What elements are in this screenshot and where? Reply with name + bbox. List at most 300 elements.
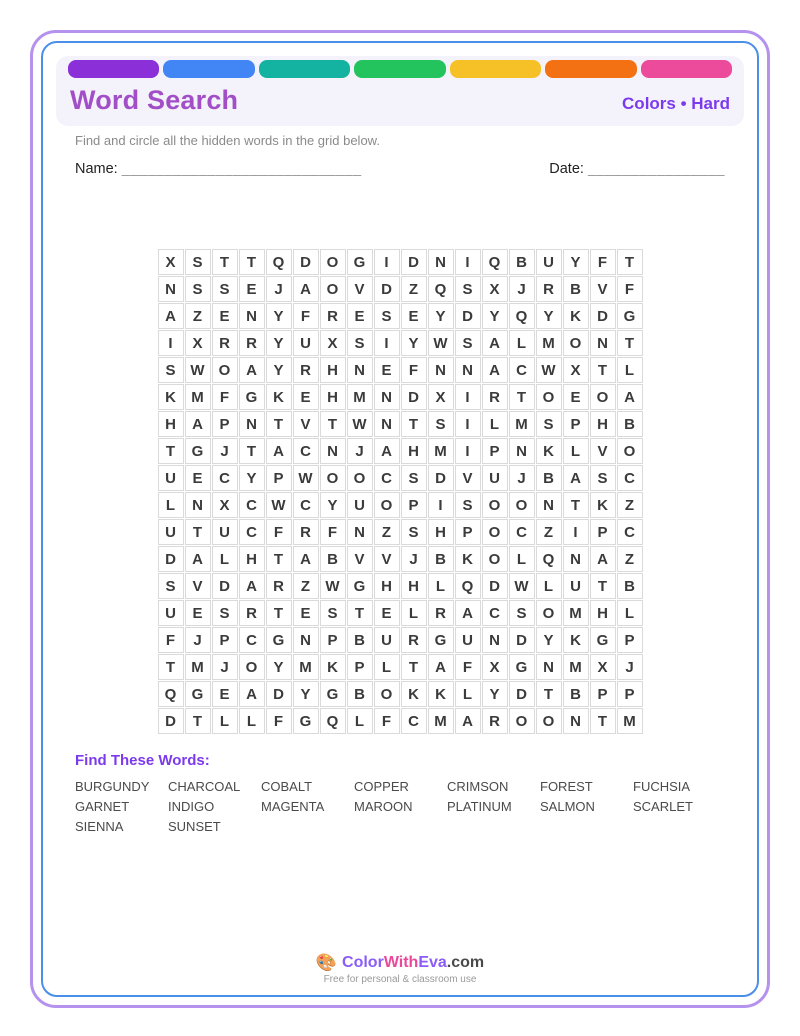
grid-cell: M xyxy=(347,384,373,410)
grid-cell: H xyxy=(374,573,400,599)
grid-cell: A xyxy=(158,303,184,329)
grid-cell: T xyxy=(239,249,265,275)
grid-cell: U xyxy=(536,249,562,275)
grid-cell: U xyxy=(563,573,589,599)
grid-cell: U xyxy=(374,627,400,653)
word-item: MAROON xyxy=(354,799,413,814)
grid-cell: D xyxy=(401,384,427,410)
grid-cell: K xyxy=(590,492,616,518)
grid-cell: G xyxy=(347,249,373,275)
grid-cell: S xyxy=(212,276,238,302)
grid-cell: R xyxy=(482,708,508,734)
grid-cell: T xyxy=(239,438,265,464)
grid-cell: V xyxy=(185,573,211,599)
word-search-grid xyxy=(158,249,643,734)
grid-cell: M xyxy=(428,708,454,734)
grid-cell: N xyxy=(185,492,211,518)
grid-cell: I xyxy=(455,249,481,275)
grid-cell: E xyxy=(212,681,238,707)
grid-cell: R xyxy=(536,276,562,302)
grid-cell: A xyxy=(293,546,319,572)
grid-cell: T xyxy=(401,411,427,437)
grid-cell: P xyxy=(617,627,643,653)
grid-cell: D xyxy=(266,681,292,707)
grid-cell: O xyxy=(320,276,346,302)
grid-cell: C xyxy=(482,600,508,626)
grid-cell: K xyxy=(320,654,346,680)
grid-cell: K xyxy=(428,681,454,707)
grid-cell: O xyxy=(374,681,400,707)
grid-cell: Z xyxy=(617,492,643,518)
grid-cell: F xyxy=(266,519,292,545)
grid-cell: U xyxy=(158,600,184,626)
footer-logo-part: Color xyxy=(342,954,384,971)
grid-cell: B xyxy=(428,546,454,572)
grid-cell: C xyxy=(374,465,400,491)
grid-cell: T xyxy=(347,600,373,626)
name-label: Name: xyxy=(75,161,118,177)
grid-cell: N xyxy=(293,627,319,653)
grid-cell: I xyxy=(455,411,481,437)
grid-cell: F xyxy=(320,519,346,545)
grid-cell: P xyxy=(590,519,616,545)
grid-cell: X xyxy=(185,330,211,356)
grid-cell: T xyxy=(617,249,643,275)
grid-cell: W xyxy=(320,573,346,599)
grid-cell: Y xyxy=(266,303,292,329)
grid-cell: O xyxy=(536,384,562,410)
grid-cell: L xyxy=(536,573,562,599)
footer-logo-part: With xyxy=(383,954,419,971)
grid-cell: E xyxy=(293,600,319,626)
grid-cell: J xyxy=(212,438,238,464)
grid-cell: D xyxy=(293,249,319,275)
grid-cell: O xyxy=(536,600,562,626)
grid-cell: H xyxy=(590,600,616,626)
grid-cell: T xyxy=(185,519,211,545)
grid-cell: G xyxy=(266,627,292,653)
grid-cell: D xyxy=(509,681,535,707)
grid-cell: C xyxy=(239,627,265,653)
grid-cell: A xyxy=(185,411,211,437)
grid-cell: P xyxy=(401,492,427,518)
grid-cell: C xyxy=(509,357,535,383)
grid-cell: D xyxy=(158,546,184,572)
grid-cell: M xyxy=(536,330,562,356)
grid-cell: X xyxy=(158,249,184,275)
header-panel xyxy=(56,56,744,126)
grid-cell: T xyxy=(185,708,211,734)
grid-cell: C xyxy=(239,492,265,518)
grid-cell: I xyxy=(158,330,184,356)
grid-cell: H xyxy=(158,411,184,437)
grid-cell: H xyxy=(320,357,346,383)
grid-cell: L xyxy=(617,357,643,383)
grid-cell: O xyxy=(482,546,508,572)
grid-cell: G xyxy=(239,384,265,410)
grid-cell: J xyxy=(509,276,535,302)
grid-cell: A xyxy=(455,708,481,734)
grid-cell: X xyxy=(212,492,238,518)
grid-cell: A xyxy=(455,600,481,626)
grid-cell: G xyxy=(617,303,643,329)
grid-cell: Y xyxy=(320,492,346,518)
grid-cell: D xyxy=(482,573,508,599)
grid-cell: F xyxy=(212,384,238,410)
grid-cell: T xyxy=(266,411,292,437)
grid-cell: A xyxy=(590,546,616,572)
grid-cell: S xyxy=(185,249,211,275)
color-pill xyxy=(641,60,732,78)
grid-cell: T xyxy=(590,708,616,734)
grid-cell: R xyxy=(482,384,508,410)
grid-cell: Z xyxy=(293,573,319,599)
grid-cell: S xyxy=(455,330,481,356)
color-pill xyxy=(259,60,350,78)
grid-cell: T xyxy=(212,249,238,275)
grid-cell: S xyxy=(212,600,238,626)
grid-cell: A xyxy=(617,384,643,410)
grid-cell: V xyxy=(347,546,373,572)
grid-cell: Y xyxy=(482,681,508,707)
grid-cell: T xyxy=(266,546,292,572)
grid-cell: X xyxy=(590,654,616,680)
grid-cell: I xyxy=(374,330,400,356)
word-item: GARNET xyxy=(75,799,130,814)
grid-cell: Q xyxy=(536,546,562,572)
grid-cell: R xyxy=(212,330,238,356)
grid-cell: P xyxy=(212,627,238,653)
color-pill xyxy=(450,60,541,78)
grid-cell: L xyxy=(401,600,427,626)
grid-cell: G xyxy=(509,654,535,680)
grid-cell: M xyxy=(428,438,454,464)
grid-cell: O xyxy=(239,654,265,680)
grid-cell: Z xyxy=(401,276,427,302)
grid-cell: Y xyxy=(401,330,427,356)
grid-cell: O xyxy=(509,708,535,734)
grid-cell: N xyxy=(455,357,481,383)
grid-cell: Y xyxy=(563,249,589,275)
date-field xyxy=(549,161,725,177)
footer-logo xyxy=(316,953,484,973)
words-heading: Find These Words: xyxy=(75,752,210,769)
page-title: Word Search xyxy=(70,85,239,115)
grid-cell: D xyxy=(455,303,481,329)
grid-cell: A xyxy=(482,357,508,383)
grid-cell: X xyxy=(428,384,454,410)
grid-cell: L xyxy=(509,330,535,356)
grid-wrap xyxy=(56,249,744,734)
word-item: FUCHSIA xyxy=(633,779,691,794)
grid-cell: M xyxy=(563,654,589,680)
grid-cell: I xyxy=(455,384,481,410)
grid-cell: J xyxy=(266,276,292,302)
grid-cell: E xyxy=(185,600,211,626)
grid-cell: Z xyxy=(536,519,562,545)
grid-cell: R xyxy=(239,330,265,356)
grid-cell: F xyxy=(158,627,184,653)
grid-cell: V xyxy=(293,411,319,437)
grid-cell: Q xyxy=(266,249,292,275)
footer-logo-text xyxy=(342,954,484,972)
grid-cell: S xyxy=(536,411,562,437)
grid-cell: T xyxy=(401,654,427,680)
grid-cell: A xyxy=(428,654,454,680)
grid-cell: H xyxy=(590,411,616,437)
grid-cell: C xyxy=(509,519,535,545)
pills-row xyxy=(68,60,732,78)
grid-cell: L xyxy=(482,411,508,437)
grid-cell: M xyxy=(563,600,589,626)
grid-cell: D xyxy=(212,573,238,599)
grid-cell: D xyxy=(509,627,535,653)
grid-cell: Y xyxy=(428,303,454,329)
grid-cell: R xyxy=(266,573,292,599)
grid-cell: Y xyxy=(536,627,562,653)
grid-cell: K xyxy=(401,681,427,707)
grid-cell: G xyxy=(185,438,211,464)
grid-cell: X xyxy=(482,654,508,680)
grid-cell: V xyxy=(590,438,616,464)
grid-cell: J xyxy=(185,627,211,653)
grid-cell: A xyxy=(239,357,265,383)
grid-cell: I xyxy=(455,438,481,464)
grid-cell: Y xyxy=(239,465,265,491)
grid-cell: X xyxy=(320,330,346,356)
grid-cell: O xyxy=(563,330,589,356)
grid-cell: K xyxy=(536,438,562,464)
grid-cell: P xyxy=(455,519,481,545)
grid-cell: Z xyxy=(374,519,400,545)
grid-cell: A xyxy=(374,438,400,464)
grid-cell: F xyxy=(374,708,400,734)
grid-cell: A xyxy=(482,330,508,356)
grid-cell: Y xyxy=(266,654,292,680)
grid-cell: W xyxy=(293,465,319,491)
name-blank-line: ____________________________ xyxy=(121,161,362,177)
grid-cell: A xyxy=(239,681,265,707)
grid-cell: Q xyxy=(428,276,454,302)
grid-cell: S xyxy=(401,519,427,545)
grid-cell: M xyxy=(293,654,319,680)
grid-cell: J xyxy=(509,465,535,491)
grid-cell: Q xyxy=(158,681,184,707)
grid-cell: Y xyxy=(482,303,508,329)
word-item: COPPER xyxy=(354,779,409,794)
grid-cell: N xyxy=(509,438,535,464)
grid-cell: N xyxy=(536,654,562,680)
title-row xyxy=(68,85,732,116)
grid-cell: O xyxy=(212,357,238,383)
grid-cell: N xyxy=(428,357,454,383)
grid-cell: N xyxy=(320,438,346,464)
grid-cell: G xyxy=(293,708,319,734)
grid-cell: R xyxy=(320,303,346,329)
grid-cell: L xyxy=(347,708,373,734)
grid-cell: L xyxy=(428,573,454,599)
instructions-text: Find and circle all the hidden words in the grid below. xyxy=(75,133,380,148)
grid-cell: L xyxy=(239,708,265,734)
word-item: COBALT xyxy=(261,779,313,794)
grid-cell: B xyxy=(320,546,346,572)
grid-cell: I xyxy=(428,492,454,518)
grid-cell: E xyxy=(374,600,400,626)
grid-cell: N xyxy=(536,492,562,518)
grid-cell: S xyxy=(185,276,211,302)
grid-cell: K xyxy=(455,546,481,572)
grid-cell: D xyxy=(158,708,184,734)
grid-cell: S xyxy=(347,330,373,356)
grid-cell: P xyxy=(482,438,508,464)
grid-cell: R xyxy=(401,627,427,653)
grid-cell: J xyxy=(401,546,427,572)
grid-cell: F xyxy=(266,708,292,734)
date-blank-line: ________________ xyxy=(587,161,725,177)
grid-cell: L xyxy=(212,546,238,572)
grid-cell: P xyxy=(347,654,373,680)
grid-cell: K xyxy=(266,384,292,410)
grid-cell: T xyxy=(266,600,292,626)
grid-cell: N xyxy=(158,276,184,302)
grid-cell: E xyxy=(347,303,373,329)
grid-cell: M xyxy=(617,708,643,734)
grid-cell: G xyxy=(185,681,211,707)
grid-cell: Q xyxy=(509,303,535,329)
grid-cell: N xyxy=(239,303,265,329)
grid-cell: O xyxy=(374,492,400,518)
grid-cell: H xyxy=(239,546,265,572)
grid-cell: P xyxy=(563,411,589,437)
grid-cell: W xyxy=(347,411,373,437)
grid-cell: X xyxy=(563,357,589,383)
grid-cell: L xyxy=(212,708,238,734)
grid-cell: N xyxy=(347,357,373,383)
grid-cell: N xyxy=(482,627,508,653)
grid-cell: M xyxy=(509,411,535,437)
grid-cell: B xyxy=(347,681,373,707)
grid-cell: Z xyxy=(617,546,643,572)
grid-cell: A xyxy=(293,276,319,302)
grid-cell: N xyxy=(563,708,589,734)
grid-cell: K xyxy=(563,627,589,653)
grid-cell: S xyxy=(428,411,454,437)
word-item: CRIMSON xyxy=(447,779,509,794)
footer-logo-part: Eva xyxy=(418,954,447,971)
grid-cell: F xyxy=(455,654,481,680)
grid-cell: T xyxy=(617,330,643,356)
grid-cell: L xyxy=(509,546,535,572)
grid-cell: L xyxy=(617,600,643,626)
grid-cell: M xyxy=(185,384,211,410)
grid-cell: S xyxy=(590,465,616,491)
grid-cell: B xyxy=(563,681,589,707)
grid-cell: E xyxy=(401,303,427,329)
grid-cell: U xyxy=(482,465,508,491)
grid-cell: O xyxy=(590,384,616,410)
grid-cell: S xyxy=(509,600,535,626)
grid-cell: W xyxy=(266,492,292,518)
grid-cell: T xyxy=(320,411,346,437)
footer-tagline: Free for personal & classroom use xyxy=(323,974,477,985)
grid-cell: C xyxy=(212,465,238,491)
grid-cell: A xyxy=(563,465,589,491)
grid-cell: T xyxy=(158,438,184,464)
word-item: FOREST xyxy=(540,779,593,794)
date-label: Date: xyxy=(549,161,584,177)
grid-cell: N xyxy=(428,249,454,275)
grid-cell: U xyxy=(158,465,184,491)
grid-cell: K xyxy=(158,384,184,410)
grid-cell: D xyxy=(374,276,400,302)
name-field xyxy=(75,161,362,177)
word-item: BURGUNDY xyxy=(75,779,150,794)
grid-cell: C xyxy=(239,519,265,545)
grid-cell: S xyxy=(158,573,184,599)
grid-cell: Y xyxy=(536,303,562,329)
grid-cell: M xyxy=(185,654,211,680)
grid-cell: E xyxy=(212,303,238,329)
grid-cell: B xyxy=(617,573,643,599)
grid-cell: R xyxy=(293,519,319,545)
grid-cell: B xyxy=(617,411,643,437)
grid-cell: Y xyxy=(293,681,319,707)
worksheet-inner-frame xyxy=(41,41,759,997)
grid-cell: E xyxy=(239,276,265,302)
grid-cell: S xyxy=(401,465,427,491)
grid-cell: O xyxy=(536,708,562,734)
grid-cell: J xyxy=(212,654,238,680)
grid-cell: N xyxy=(374,411,400,437)
grid-cell: I xyxy=(374,249,400,275)
grid-cell: N xyxy=(590,330,616,356)
footer xyxy=(43,953,757,985)
word-item: MAGENTA xyxy=(261,799,325,814)
grid-cell: O xyxy=(347,465,373,491)
color-pill xyxy=(68,60,159,78)
grid-cell: P xyxy=(320,627,346,653)
grid-cell: O xyxy=(482,492,508,518)
word-item: PLATINUM xyxy=(447,799,512,814)
grid-cell: E xyxy=(185,465,211,491)
color-pill xyxy=(354,60,445,78)
grid-cell: Q xyxy=(320,708,346,734)
grid-cell: K xyxy=(563,303,589,329)
grid-cell: W xyxy=(428,330,454,356)
word-item: SUNSET xyxy=(168,819,221,834)
grid-cell: U xyxy=(347,492,373,518)
grid-cell: B xyxy=(536,465,562,491)
grid-cell: G xyxy=(590,627,616,653)
grid-cell: F xyxy=(617,276,643,302)
grid-cell: B xyxy=(347,627,373,653)
grid-cell: R xyxy=(428,600,454,626)
grid-cell: S xyxy=(158,357,184,383)
grid-cell: T xyxy=(590,573,616,599)
grid-cell: E xyxy=(293,384,319,410)
grid-cell: O xyxy=(320,465,346,491)
grid-cell: Y xyxy=(266,357,292,383)
grid-cell: Q xyxy=(455,573,481,599)
grid-cell: R xyxy=(239,600,265,626)
grid-cell: V xyxy=(455,465,481,491)
category-difficulty-badge: Colors • Hard xyxy=(622,94,730,113)
grid-cell: S xyxy=(374,303,400,329)
word-item: SCARLET xyxy=(633,799,693,814)
grid-cell: O xyxy=(509,492,535,518)
grid-cell: N xyxy=(374,384,400,410)
grid-cell: U xyxy=(293,330,319,356)
